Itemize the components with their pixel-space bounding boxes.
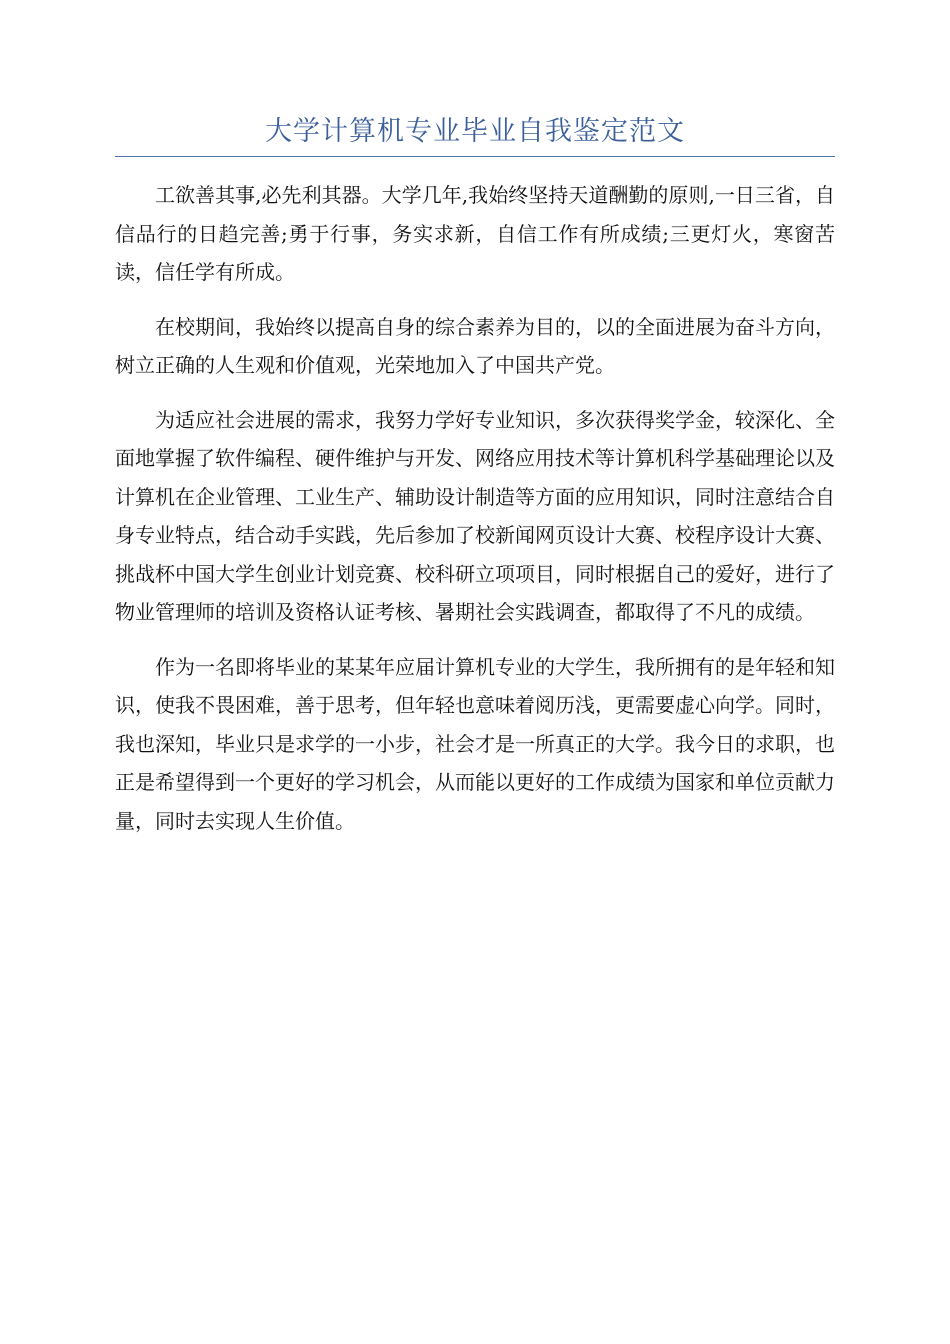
paragraph-3: 为适应社会进展的需求，我努力学好专业知识，多次获得奖学金，较深化、全面地掌握了软件编程、硬件维护与开发、网络应用技术等计算机科学基础理论以及计算机在企业管理、工业生产、辅助设计制造等方面的应用知识，同时注意结合自身专业特点，结合动手实践，先后参加了校新闻网页设计大赛、校程序设计大赛、挑战杯中国大学生创业计划竞赛、校科研立项项目，同时根据自己的爱好，进行了物业管理师的培训及资格认证考核、暑期社会实践调查，都取得了不凡的成绩。 <box>115 407 835 624</box>
paragraph-4: 作为一名即将毕业的某某年应届计算机专业的大学生，我所拥有的是年轻和知识，使我不畏困难，善于思考，但年轻也意味着阅历浅，更需要虚心向学。同时，我也深知，毕业只是求学的一小步，社会才是一所真正的大学。我今日的求职，也正是希望得到一个更好的学习机会，从而能以更好的工作成绩为国家和单位贡献力量，同时去实现人生价值。 <box>115 654 835 833</box>
paragraph-2: 在校期间，我始终以提高自身的综合素养为目的，以的全面进展为奋斗方向，树立正确的人生观和价值观，光荣地加入了中国共产党。 <box>115 314 835 377</box>
document-body <box>115 176 835 856</box>
paragraph-1: 工欲善其事,必先利其器。大学几年,我始终坚持天道酬勤的原则,一日三省，自信品行的日趋完善;勇于行事，务实求新，自信工作有所成绩;三更灯火，寒窗苦读，信任学有所成。 <box>115 183 835 284</box>
document-title: 大学计算机专业毕业自我鉴定范文 <box>265 116 685 147</box>
title-block <box>115 112 835 157</box>
